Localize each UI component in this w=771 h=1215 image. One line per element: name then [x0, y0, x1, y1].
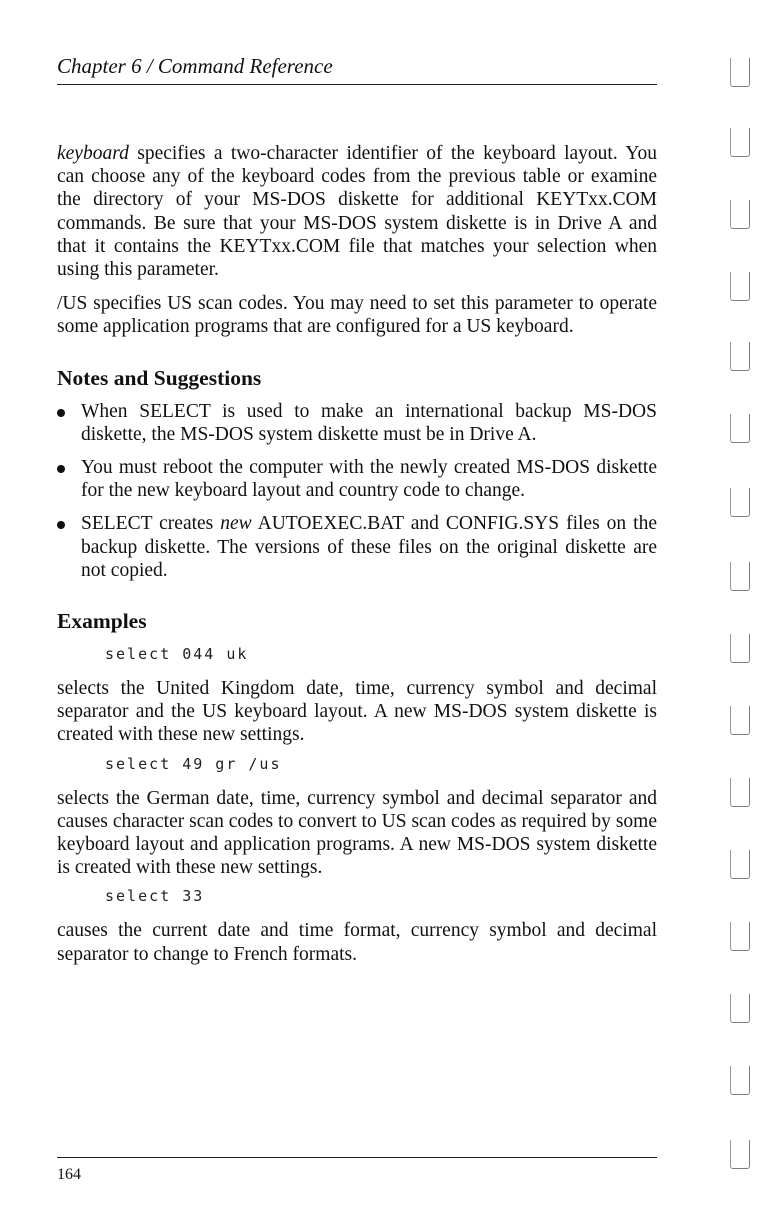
- note-text: You must reboot the computer with the newly created MS-DOS diskette for the new keyboard layout and country code to change.: [81, 457, 657, 502]
- note-text: When SELECT is used to make an international backup MS-DOS diskette, the MS-DOS system diskette must be in Drive A.: [81, 400, 657, 445]
- note-text-after: AUTOEXEC.BAT and CONFIG.SYS files on the backup diskette. The versions of these files on the original diskette are not copied.: [81, 513, 658, 581]
- binding-hole-mark: [730, 1066, 750, 1095]
- binding-hole-mark: [730, 488, 750, 517]
- footer-rule: [57, 1157, 657, 1158]
- note-text-before: SELECT creates: [81, 513, 221, 535]
- bullet-icon: [57, 521, 65, 529]
- example-description: causes the current date and time format, currency symbol and decimal separator to change to French formats.: [57, 920, 657, 965]
- example-code: select 49 gr /us: [105, 754, 282, 773]
- binding-hole-mark: [730, 58, 750, 87]
- note-emphasis: new: [220, 513, 252, 535]
- binding-hole-mark: [730, 706, 750, 735]
- example-code: select 044 uk: [105, 645, 249, 664]
- example-code: select 33: [105, 887, 205, 906]
- binding-hole-mark: [730, 128, 750, 157]
- page-number: 164: [57, 1166, 81, 1183]
- body-text: [57, 142, 657, 966]
- bullet-icon: [57, 409, 65, 417]
- note-item: [57, 400, 657, 446]
- binding-hole-mark: [730, 994, 750, 1023]
- binding-hole-mark: [730, 850, 750, 879]
- us-parameter-paragraph: /US specifies US scan codes. You may need to set this parameter to operate some application programs that are configured for a US keyboard.: [57, 293, 657, 338]
- binding-hole-marks: [730, 0, 760, 1215]
- binding-hole-mark: [730, 562, 750, 591]
- notes-list: [57, 400, 657, 582]
- binding-hole-mark: [730, 778, 750, 807]
- binding-hole-mark: [730, 272, 750, 301]
- notes-heading: Notes and Suggestions: [57, 365, 262, 390]
- keyboard-parameter-paragraph: [57, 142, 657, 281]
- bullet-icon: [57, 465, 65, 473]
- example-description: selects the German date, time, currency symbol and decimal separator and causes character scan codes to convert to US scan codes as required by some keyboard layout and application programs. A new MS-DOS system diskette is created with these new settings.: [57, 787, 657, 879]
- keyboard-description: specifies a two-character identifier of the keyboard layout. You can choose any of the keyboard codes from the previous table or examine the directory of your MS-DOS diskette for additional KEYTxx.COM commands. Be sure that your MS-DOS system diskette is in Drive A and that it contains the KEYTxx.COM file that matches your selection when using this parameter.: [57, 143, 657, 281]
- keyboard-term: keyboard: [57, 143, 129, 164]
- binding-hole-mark: [730, 414, 750, 443]
- note-text: [81, 512, 657, 582]
- examples-heading: Examples: [57, 609, 147, 634]
- chapter-title: Chapter 6 / Command Reference: [57, 54, 333, 78]
- binding-hole-mark: [730, 634, 750, 663]
- note-item: [57, 456, 657, 502]
- binding-hole-mark: [730, 922, 750, 951]
- binding-hole-mark: [730, 342, 750, 371]
- binding-hole-mark: [730, 1140, 750, 1169]
- example-description: selects the United Kingdom date, time, currency symbol and decimal separator and the US keyboard layout. A new MS-DOS system diskette is created with these new settings.: [57, 678, 657, 746]
- note-item: [57, 512, 657, 582]
- binding-hole-mark: [730, 200, 750, 229]
- page-header: [57, 52, 657, 85]
